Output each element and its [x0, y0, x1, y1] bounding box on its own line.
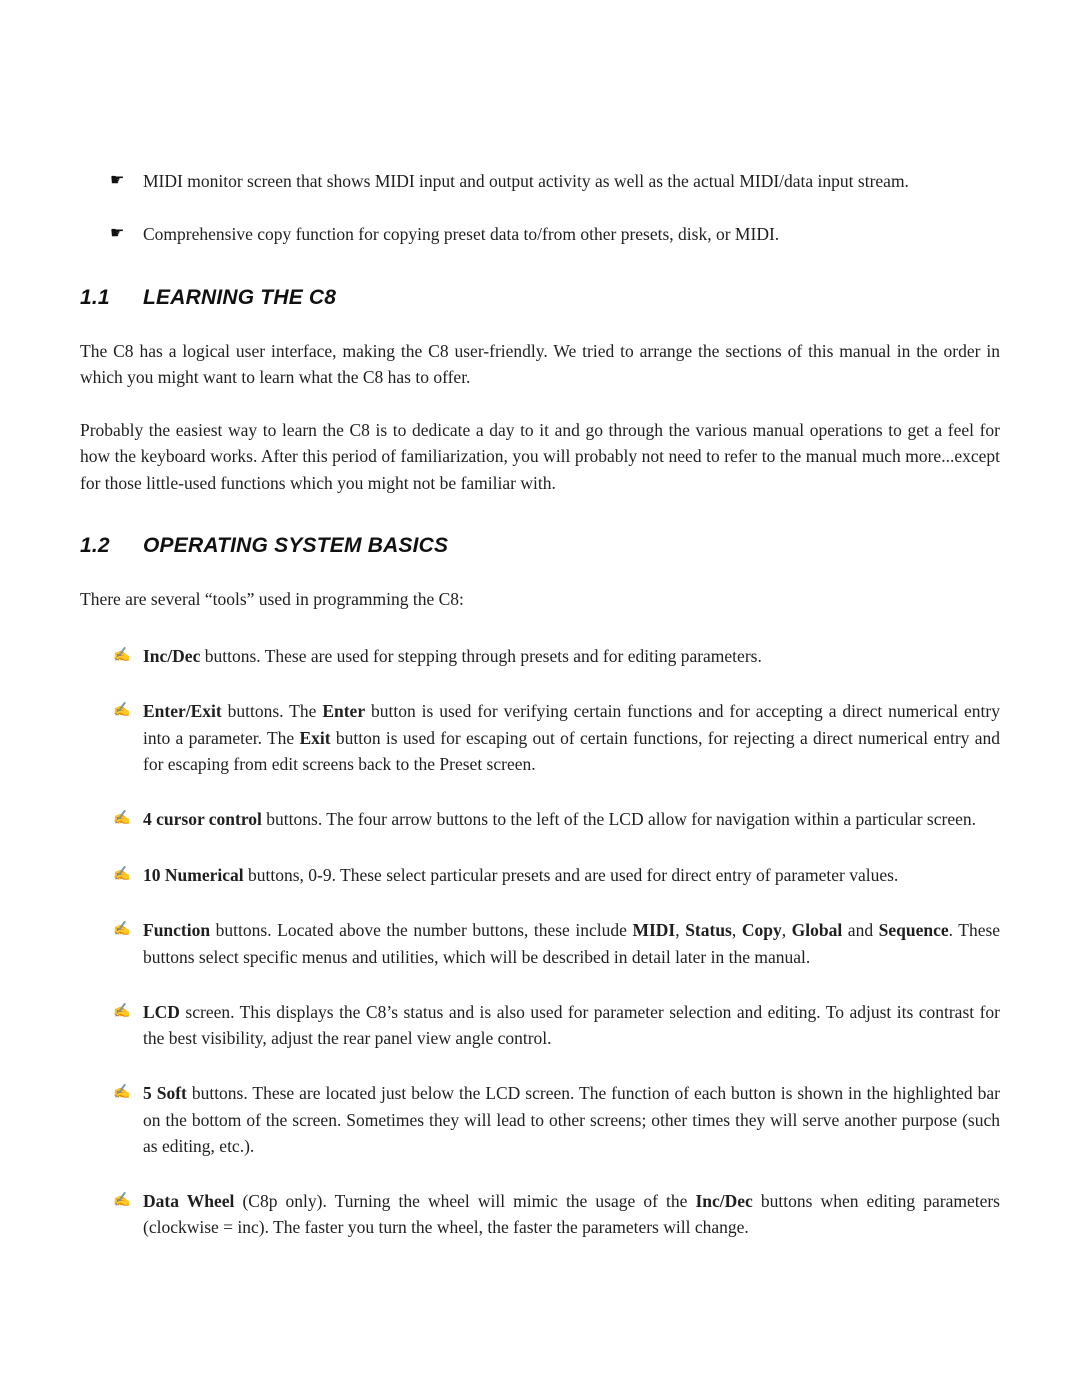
feature-bullet — [110, 221, 1000, 247]
section-heading — [80, 534, 1000, 558]
tool-bullet-text: Function buttons. Located above the number buttons, these include MIDI, Status, Copy, Global and Sequence. These buttons select specific menus and utilities, which will be described in detail later in the manual. — [143, 920, 1001, 967]
section-heading — [80, 286, 1000, 310]
paragraph: Probably the easiest way to learn the C8 is to dedicate a day to it and go through the various manual operations to get a feel for how the keyboard works. After this period of familiarization, you will probably not need to refer to the manual much more...except for those little-used functions which you might not be familiar with. — [80, 419, 1000, 493]
feature-bullet-text: Comprehensive copy function for copying preset data to/from other presets, disk, or MIDI. — [143, 224, 780, 245]
writing-hand-icon: ✍ — [113, 811, 131, 827]
tool-bullet — [113, 806, 1000, 833]
tool-bullet-text: Enter/Exit buttons. The Enter button is used for verifying certain functions and for accepting a direct numerical entry into a parameter. The Exit button is used for escaping out of certain functions, for rejecting a direct numerical entry and for escaping from edit screens back to the Preset screen. — [143, 701, 1000, 774]
writing-hand-icon: ✍ — [113, 703, 131, 719]
tool-bullet-text: LCD screen. This displays the C8’s status and is also used for parameter selection and editing. To adjust its contrast for the best visibility, adjust the rear panel view angle control. — [143, 1001, 1000, 1048]
section-number: 1.2 — [80, 534, 110, 558]
tool-bullet — [113, 643, 1000, 670]
section-number: 1.1 — [80, 285, 110, 309]
writing-hand-icon: ✍ — [113, 866, 131, 882]
section-title: LEARNING THE C8 — [143, 285, 337, 309]
writing-hand-icon: ✍ — [113, 922, 131, 938]
feature-bullet — [110, 168, 1000, 194]
tool-bullet — [113, 698, 1000, 777]
tool-bullet — [113, 862, 1000, 889]
tool-bullet — [113, 999, 1000, 1052]
tool-bullet-text: Data Wheel (C8p only). Turning the wheel will mimic the usage of the Inc/Dec buttons when editing parameters (clockwise = inc). The faster you turn the wheel, the faster the parameters will change. — [143, 1191, 1000, 1238]
pointing-hand-icon: ☛ — [110, 225, 125, 243]
writing-hand-icon: ✍ — [113, 1085, 131, 1101]
section-title: OPERATING SYSTEM BASICS — [143, 534, 449, 558]
tool-bullet-text: 5 Soft buttons. These are located just below the LCD screen. The function of each button is shown in the highlighted bar on the bottom of the screen. Sometimes they will lead to other screens; other times they will serve another purpose (such as editing, etc.). — [143, 1083, 1000, 1156]
writing-hand-icon: ✍ — [113, 647, 131, 663]
tool-bullet-text: 10 Numerical buttons, 0-9. These select particular presets and are used for direct entry of parameter values. — [143, 864, 899, 885]
writing-hand-icon: ✍ — [113, 1003, 131, 1019]
tool-bullet — [113, 917, 1000, 970]
feature-bullet-text: MIDI monitor screen that shows MIDI input and output activity as well as the actual MIDI/data input stream. — [143, 171, 909, 191]
tool-bullet-text: Inc/Dec buttons. These are used for stepping through presets and for editing parameters. — [143, 645, 762, 666]
writing-hand-icon: ✍ — [113, 1193, 131, 1208]
tools-intro: There are several “tools” used in programming the C8: — [80, 589, 464, 610]
tool-bullet — [113, 1188, 1000, 1241]
pointing-hand-icon: ☛ — [110, 172, 125, 189]
tool-bullet — [113, 1080, 1000, 1159]
tool-bullet-text: 4 cursor control buttons. The four arrow buttons to the left of the LCD allow for navigation within a particular screen. — [143, 809, 976, 830]
paragraph: The C8 has a logical user interface, making the C8 user-friendly. We tried to arrange the sections of this manual in the order in which you might want to learn what the C8 has to offer. — [80, 340, 1000, 388]
